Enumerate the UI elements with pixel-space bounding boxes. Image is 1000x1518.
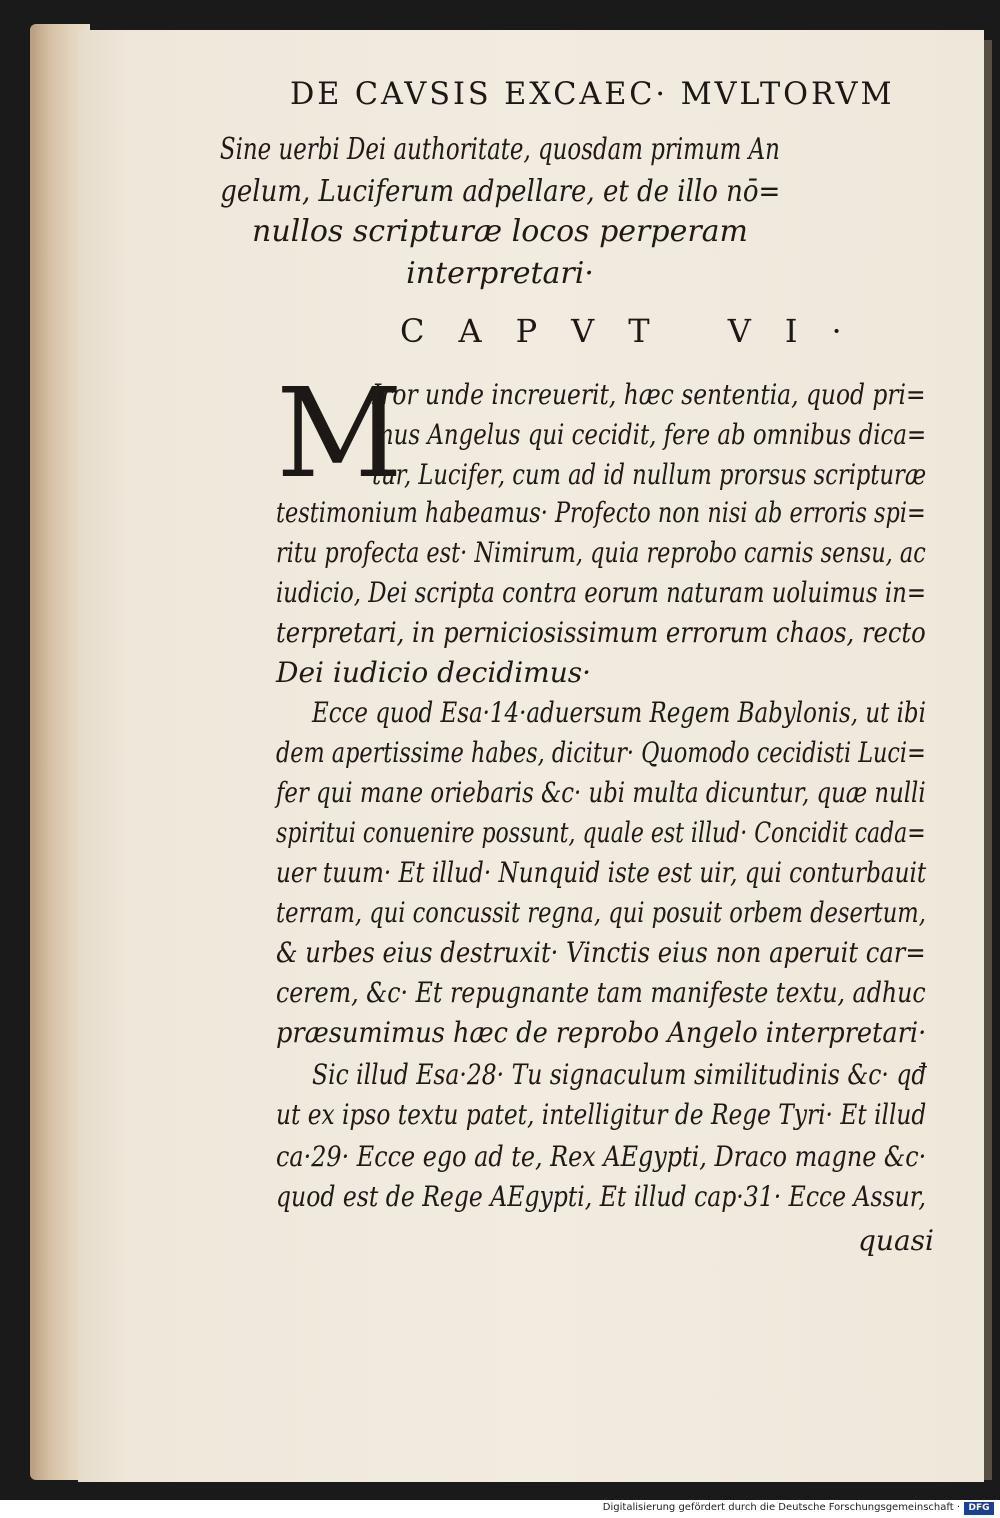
body-line-20: ca·29· Ecce ego ad te, Rex AEgypti, Draco magne &c· — [276, 1140, 927, 1173]
body-line-14: terram, qui concussit regna, qui posuit orbem desertum, — [276, 896, 926, 929]
body-line-9: Ecce quod Esa·14·aduersum Regem Babylonis, ut ibi — [312, 696, 926, 729]
body-line-4: testimonium habeamus· Profecto non nisi ab erroris spi= — [276, 496, 926, 529]
body-line-7: terpretari, in perniciosissimum errorum chaos, recto — [276, 616, 926, 649]
body-line-21: quod est de Rege AEgypti, Et illud cap·31· Ecce Assur, — [276, 1180, 926, 1213]
body-line-13: uer tuum· Et illud· Nunquid iste est uir, qui conturbauit — [276, 856, 927, 889]
body-line-12: spiritui conuenire possunt, quale est illud· Concidit cada= — [276, 816, 926, 849]
subtitle-line-2: gelum, Luciferum adpellare, et de illo nō= — [219, 174, 780, 209]
body-line-2: mus Angelus qui cecidit, fere ab omnibus dica= — [372, 418, 927, 451]
dfg-logo: DFG — [964, 1502, 994, 1515]
body-line-19: ut ex ipso textu patet, intelligitur de Rege Tyri· Et illud — [276, 1098, 927, 1131]
body-line-11: fer qui mane oriebaris &c· ubi multa dicuntur, quæ nulli — [276, 776, 926, 809]
body-line-3: tur, Lucifer, cum ad id nullum prorsus scripturæ — [372, 458, 927, 491]
body-line-5: ritu profecta est· Nimirum, quia reprobo carnis sensu, ac — [276, 536, 926, 569]
body-line-17: præsumimus hæc de reprobo Angelo interpretari· — [276, 1016, 927, 1049]
body-line-8: Dei iudicio decidimus· — [276, 656, 591, 689]
drop-cap: M — [276, 362, 403, 506]
subtitle-line-4: interpretari· — [406, 256, 594, 291]
funding-notice: Digitalisierung gefördert durch die Deutsche Forschungsgemeinschaft · — [602, 1502, 960, 1513]
body-line-6: iudicio, Dei scripta contra eorum naturam uoluimus in= — [276, 576, 926, 609]
catchword: quasi — [858, 1224, 934, 1257]
subtitle-line-3: nullos scripturæ locos perperam — [252, 214, 748, 249]
body-line-16: cerem, &c· Et repugnante tam manifeste textu, adhuc — [276, 976, 926, 1009]
body-line-18: Sic illud Esa·28· Tu signaculum similitudinis &c· qđ — [312, 1058, 927, 1091]
running-header: DE CAVSIS EXCAEC· MVLTORVM — [290, 76, 895, 112]
body-line-10: dem apertissime habes, dicitur· Quomodo cecidisti Luci= — [276, 736, 926, 769]
subtitle-line-1: Sine uerbi Dei authoritate, quosdam primum An — [219, 132, 780, 167]
body-line-1: Iror unde increuerit, hæc sententia, quod pri= — [372, 378, 926, 411]
chapter-heading: CAPVT VI· — [400, 312, 876, 350]
body-line-15: & urbes eius destruxit· Vinctis eius non aperuit car= — [276, 936, 926, 969]
